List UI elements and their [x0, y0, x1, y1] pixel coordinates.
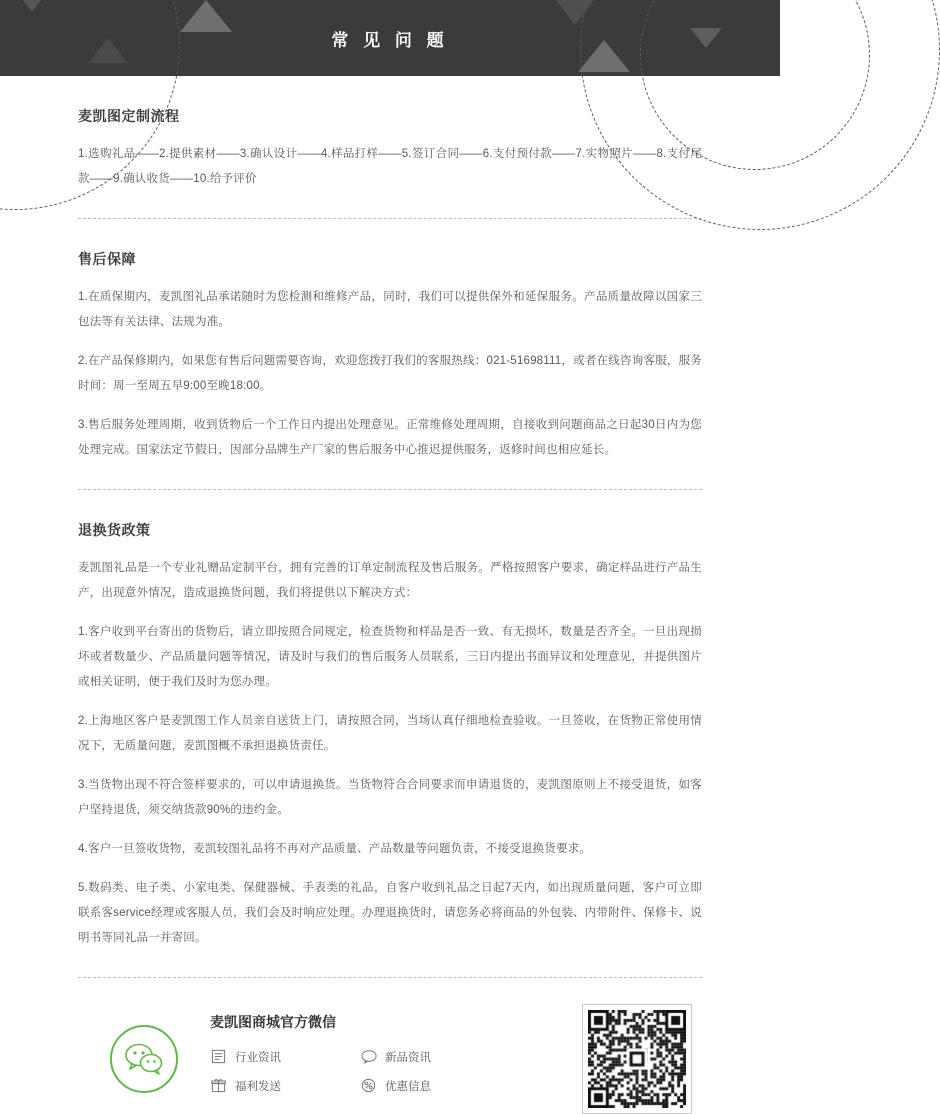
footer-feature-label: 新品资讯: [385, 1051, 431, 1064]
page-footer: [0, 978, 780, 1114]
page-title: 常 见 问 题: [331, 31, 449, 50]
qr-code: [582, 1004, 692, 1114]
gift-icon: [210, 1077, 227, 1094]
section-return-policy: [78, 490, 702, 951]
section-paragraph: 3.售后服务处理周期，收到货物后一个工作日内提出处理意见。正常维修处理周期，自接收到问题商品之日起30日内为您处理完成。国家法定节假日，因部分品牌生产厂家的售后服务中心推迟提供服务，返修时间也相应延长。: [78, 419, 702, 456]
footer-feature-list: [210, 1048, 510, 1106]
decorative-triangle-3: [556, 0, 594, 25]
footer-feature-item: [210, 1077, 360, 1094]
section-paragraph: 1.在质保期内，麦凯图礼品承诺随时为您检测和维修产品，同时，我们可以提供保外和延保服务。产品质量故障以国家三包法等有关法律、法规为准。: [78, 291, 702, 328]
section-title: 售后保障: [78, 251, 136, 267]
message-icon: [360, 1048, 377, 1065]
section-paragraph: 2.上海地区客户是麦凯图工作人员亲自送货上门，请按照合同，当场认真仔细地检查验收。一旦签收，在货物正常使用情况下，无质量问题，麦凯图概不承担退换货责任。: [78, 715, 702, 752]
footer-feature-label: 福利发送: [235, 1080, 281, 1093]
section-paragraph: 4.客户一旦签收货物，麦凯较图礼品将不再对产品质量、产品数量等问题负责，不接受退换货要求。: [78, 843, 592, 855]
section-title: 退换货政策: [78, 522, 151, 538]
section-paragraph: 麦凯图礼品是一个专业礼赠品定制平台，拥有完善的订单定制流程及售后服务。严格按照客户要求，确定样品进行产品生产，出现意外情况，造成退换货问题，我们将提供以下解决方式：: [78, 562, 702, 599]
footer-feature-item: [210, 1048, 360, 1065]
footer-feature-label: 行业资讯: [235, 1051, 281, 1064]
discount-icon: [360, 1077, 377, 1094]
section-title: 麦凯图定制流程: [78, 108, 180, 124]
footer-feature-item: [360, 1077, 510, 1094]
footer-feature-label: 优惠信息: [385, 1080, 431, 1093]
list-icon: [210, 1048, 227, 1065]
page-header: [0, 0, 780, 76]
decorative-triangle-6: [18, 0, 46, 12]
footer-info: [178, 1012, 582, 1106]
wechat-icon: [110, 1025, 178, 1093]
section-paragraph: 3.当货物出现不符合签样要求的，可以申请退换货。当货物符合合同要求而申请退货的，麦凯图原则上不接受退货，如客户坚持退货，须交纳货款90%的违约金。: [78, 779, 702, 816]
section-paragraph: 1.客户收到平台寄出的货物后，请立即按照合同规定，检查货物和样品是否一致、有无损坏，数量是否齐全。一旦出现损坏或者数量少、产品质量问题等情况，请及时与我们的售后服务人员联系，三日内提出书面异议和处理意见，并提供图片或相关证明，便于我们及时为您办理。: [78, 626, 702, 688]
footer-title: 麦凯图商城官方微信: [210, 1014, 336, 1030]
faq-content: [0, 76, 780, 978]
section-after-sales: [78, 219, 702, 463]
section-paragraph: 2.在产品保修期内，如果您有售后问题需要咨询，欢迎您拨打我们的客服热线：021-51698111，或者在线咨询客服，服务时间：周一至周五早9:00至晚18:00。: [78, 355, 702, 392]
footer-feature-item: [360, 1048, 510, 1065]
section-paragraph: 1.选购礼品——2.提供素材——3.确认设计——4.样品打样——5.签订合同——6.支付预付款——7.实物照片——8.支付尾款——9.确认收货——10.给予评价: [78, 148, 702, 185]
section-paragraph: 5.数码类、电子类、小家电类、保健器械、手表类的礼品，自客户收到礼品之日起7天内，如出现质量问题，客户可立即联系客service经理或客服人员，我们会及时响应处理。办理退换货时，请您务必将商品的外包装、内带附件、保修卡、说明书等同礼品一并寄回。: [78, 882, 702, 944]
